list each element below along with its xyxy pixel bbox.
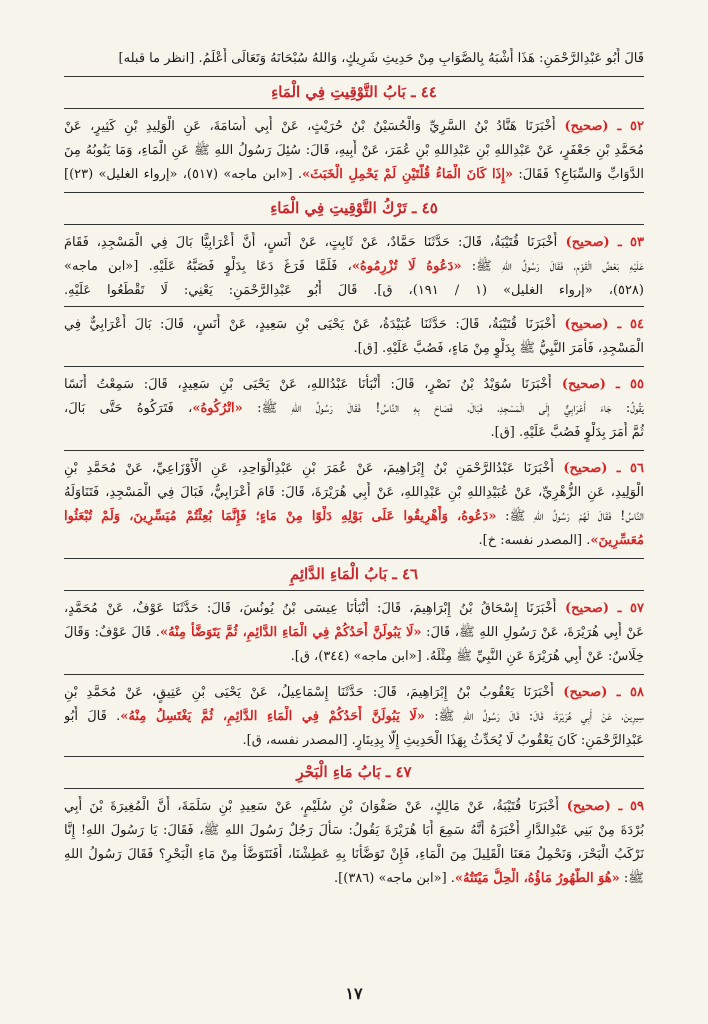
text-line: عَنْ أَبِي هُرَيْرَةَ، عَنْ رَسُولِ اللهِ ﷺ، قَالَ: «لَا يَبُولَنَّ أَحَدُكُمْ فِي الْمَاءِ الدَّائِمِ، ثُمَّ يَتَوَضَّأُ مِنْهُ». قَالَ عَوْفٌ: وَقَالَ [64, 625, 644, 640]
text-line: عَبْدِالرَّحْمَنِ: كَانَ يَعْقُوبُ لَا يُحَدِّثُ بِهَذَا الْحَدِيثِ إِلَّا بِدِينَارٍ. [المصدر نفسه، ق]. [242, 733, 644, 748]
text-line: خِلَاسٌ: عَنْ أَبِي هُرَيْرَةَ عَنِ النَّبِيِّ ﷺ مِثْلَهُ. [«ابن ماجه» (٣٤٤)، ق]. [290, 649, 644, 664]
text-line: مُعَسِّرِينَ». [المصدر نفسه: خ]. [478, 533, 644, 548]
section-divider [64, 450, 644, 451]
chapter-heading: ٤٥ ـ تَرْكُ التَّوْقِيتِ فِي الْمَاءِ [270, 199, 438, 217]
text-line: ٥٥ ـ (صحيح) أَخْبَرَنَا سُوَيْدُ بْنُ نَصْرٍ، قَالَ: أَنْبَأَنَا عَبْدُاللهِ، عَنْ يَحْيَى بْنِ سَعِيدٍ، قَالَ: سَمِعْتُ أَنَسًا [64, 377, 644, 392]
section-divider [64, 756, 644, 757]
section-divider [64, 192, 644, 193]
text-line: ثُمَّ أَمَرَ بِدَلْوٍ فَصُبَّ عَلَيْهِ. [ق]. [490, 425, 644, 440]
section-divider [64, 224, 644, 225]
text-line: ٥٢ ـ (صحيح) أَخْبَرَنَا هَنَّادُ بْنُ السَّرِيِّ وَالْحُسَيْنُ بْنُ حُرَيْثٍ، عَنْ أَبِي أُسَامَةَ، عَنِ الْوَلِيدِ بْنِ كَثِيرٍ، عَنْ [64, 119, 644, 134]
text-line: سِيرِينَ، عَنْ أَبِي هُرَيْرَةَ، قَالَ: قَالَ رَسُولُ اللهِ ﷺ: «لَا يَبُولَنَّ أَحَدُكُمْ فِي الْمَاءِ الدَّائِمِ، ثُمَّ يَغْتَسِلُ مِنْهُ». قَالَ أَبُو [64, 709, 644, 724]
page-number: ١٧ [345, 984, 363, 1003]
text-line: ٥٣ ـ (صحيح) أَخْبَرَنَا قُتَيْبَةُ، قَالَ: حَدَّثَنَا حَمَّادٌ، عَنْ ثَابِتٍ، عَنْ أَنَسٍ، أَنَّ أَعْرَابِيًّا بَالَ فِي الْمَسْجِدِ، فَقَامَ [64, 235, 644, 250]
chapter-heading: ٤٧ ـ بَابُ مَاءِ الْبَحْرِ [296, 763, 412, 781]
section-divider [64, 366, 644, 367]
text-line: الْوَلِيدِ، عَنِ الزُّهْرِيِّ، عَنْ عُبَيْدِاللهِ بْنِ عَبْدِاللهِ، عَنْ أَبِي هُرَيْرَةَ، قَالَ: قَامَ أَعْرَابِيٌّ، فَبَالَ فِي الْمَسْجِدِ، فَتَنَاوَلَهُ [64, 485, 644, 500]
section-divider [64, 558, 644, 559]
text-line: ٥٩ ـ (صحيح) أَخْبَرَنَا قُتَيْبَةُ، عَنْ مَالِكٍ، عَنْ صَفْوَانَ بْنِ سُلَيْمٍ، عَنْ سَعِيدِ بْنِ سَلَمَةَ، أَنَّ الْمُغِيرَةَ بْنَ أَبِي [64, 799, 644, 814]
text-line: بُرْدَةَ مِنْ بَنِي عَبْدِالدَّارِ أَخْبَرَهُ أَنَّهُ سَمِعَ أَبَا هُرَيْرَةَ يَقُولُ: سَأَلَ رَجُلٌ رَسُولَ اللهِ ﷺ، فَقَالَ: يَا رَسُولَ اللهِ! إِنَّا [64, 823, 644, 838]
section-divider [64, 674, 644, 675]
text-line: يَقُولُ: جَاءَ أَعْرَابِيٌّ إِلَى الْمَسْجِدِ، فَبَالَ، فَصَاحَ بِهِ النَّاسُ! فَقَالَ رَسُولُ اللهِ ﷺ: «اتْرُكُوهُ»، فَتَرَكُوهُ حَتَّى بَالَ، [64, 401, 644, 416]
text-line: نَرْكَبُ الْبَحْرَ، وَنَحْمِلُ مَعَنَا الْقَلِيلَ مِنَ الْمَاءِ، فَإِنْ تَوَضَّأْنَا بِهِ عَطِشْنَا، أَفَنَتَوَضَّأُ مِنْ مَاءِ الْبَحْرِ؟ فَقَالَ رَسُولُ اللهِ [64, 847, 644, 862]
text-line: النَّاسُ! فَقَالَ لَهُمْ رَسُولُ اللهِ ﷺ: «دَعُوهُ، وَأَهْرِيقُوا عَلَى بَوْلِهِ دَلْوًا مِنْ مَاءٍ؛ فَإِنَّمَا بُعِثْتُمْ مُيَسِّرِينَ، وَلَمْ تُبْعَثُوا [64, 509, 644, 524]
chapter-heading: ٤٦ ـ بَابُ الْمَاءِ الدَّائِمِ [289, 565, 419, 583]
text-line: الْمَسْجِدِ، فَأَمَرَ النَّبِيُّ ﷺ بِدَلْوٍ مِنْ مَاءٍ، فَصُبَّ عَلَيْهِ. [ق]. [353, 341, 644, 356]
text-line: قَالَ أَبُو عَبْدِالرَّحْمَنِ: هَذَا أَشْبَهُ بِالصَّوَابِ مِنْ حَدِيثِ شَرِيكٍ، وَاللهُ سُبْحَانَهُ وَتَعَالَى أَعْلَمُ. [انظر ما قبله] [118, 51, 644, 66]
section-divider [64, 590, 644, 591]
chapter-heading: ٤٤ ـ بَابُ التَّوْقِيتِ فِي الْمَاءِ [271, 83, 437, 101]
section-divider [64, 76, 644, 77]
text-line: عَلَيْهِ بَعْضُ الْقَوْمِ، فَقَالَ رَسُولُ اللهِ ﷺ: «دَعُوهُ لَا تُزْرِمُوهُ»، فَلَمَّا فَرَغَ دَعَا بِدَلْوٍ فَصَبَّهُ عَلَيْهِ. [«ابن ماجه» [64, 259, 644, 274]
section-divider [64, 306, 644, 307]
text-line: ٥٨ ـ (صحيح) أَخْبَرَنَا يَعْقُوبُ بْنُ إِبْرَاهِيمَ، قَالَ: حَدَّثَنَا إِسْمَاعِيلُ، عَنْ يَحْيَى بْنِ عَتِيقٍ، عَنْ مُحَمَّدِ بْنِ [64, 685, 644, 700]
text-line: الدَّوَابِّ وَالسِّبَاعِ؟ فَقَالَ: «إِذَا كَانَ الْمَاءُ قُلَّتَيْنِ لَمْ يَحْمِلِ الْخَبَثَ». [«ابن ماجه» (٥١٧)، «إرواء الغليل» (٢٣)] [64, 167, 644, 182]
text-line: (٥٢٨)، «إرواء الغليل» (١ / ١٩١)، ق]. قَالَ أَبُو عَبْدِالرَّحْمَنِ: يَعْنِي: لَا تَقْطَعُوا عَلَيْهِ. [64, 283, 644, 298]
text-line: ﷺ: «هُوَ الطَّهُورُ مَاؤُهُ، الْحِلُّ مَيْتَتُهُ». [«ابن ماجه» (٣٨٦)]. [334, 871, 644, 886]
section-divider [64, 108, 644, 109]
text-line: ٥٤ ـ (صحيح) أَخْبَرَنَا قُتَيْبَةُ، قَالَ: حَدَّثَنَا عُبَيْدَةُ، عَنْ يَحْيَى بْنِ سَعِيدٍ، عَنْ أَنَسٍ، قَالَ: بَالَ أَعْرَابِيٌّ فِي [64, 317, 644, 332]
text-line: ٥٧ ـ (صحيح) أَخْبَرَنَا إِسْحَاقُ بْنُ إِبْرَاهِيمَ، قَالَ: أَنْبَأَنَا عِيسَى بْنُ يُونُسَ، قَالَ: حَدَّثَنَا عَوْفٌ، عَنْ مُحَمَّدٍ، [64, 601, 644, 616]
section-divider [64, 788, 644, 789]
text-line: ٥٦ ـ (صحيح) أَخْبَرَنَا عَبْدُالرَّحْمَنِ بْنُ إِبْرَاهِيمَ، عَنْ عُمَرَ بْنِ عَبْدِالْوَاحِدِ، عَنِ الْأَوْزَاعِيِّ، عَنْ مُحَمَّدِ بْنِ [64, 461, 644, 476]
text-line: مُحَمَّدِ بْنِ جَعْفَرٍ، عَنْ عَبْدِاللهِ بْنِ عَبْدِاللهِ بْنِ عُمَرَ، عَنْ أَبِيهِ، قَالَ: سُئِلَ رَسُولُ اللهِ ﷺ عَنِ الْمَاءِ، وَمَا يَنُوبُهُ مِنَ [64, 143, 644, 158]
